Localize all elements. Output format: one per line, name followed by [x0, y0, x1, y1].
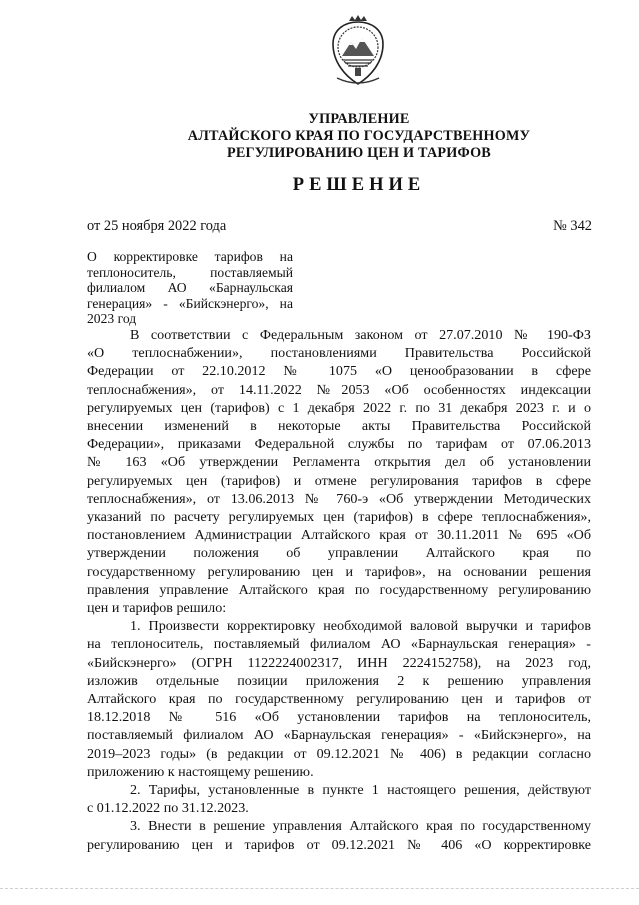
- body-line: Алтайского края по государственному регулированию цен и тарифов от: [87, 691, 591, 708]
- body-line: регулированию цен и тарифов от 09.12.2021 № 406 «О корректировке: [87, 836, 591, 853]
- body-line: теплоснабжения», от 13.06.2013 № 760-э «Об утверждении Методических: [87, 490, 591, 507]
- body-line: государственному регулированию цен и тарифов», на основании решения: [87, 563, 591, 580]
- subject-line: 2023 год: [87, 311, 137, 327]
- body-line: Федерации», приказами Федеральной службы по тарифам от 07.06.2013: [87, 436, 591, 453]
- body-line: 2019–2023 годы» (в редакции от 09.12.2021 № 406) в редакции согласно: [87, 745, 591, 762]
- subject-line: теплоноситель, поставляемый: [87, 264, 293, 280]
- body-line: приложению к настоящему решению.: [87, 763, 314, 780]
- body-line: «О теплоснабжении», постановлениями Правительства Российской: [87, 345, 591, 362]
- body-line: 18.12.2018 № 516 «Об установлении тарифов на теплоноситель,: [87, 709, 591, 726]
- agency-line: АЛТАЙСКОГО КРАЯ ПО ГОСУДАРСТВЕННОМУ: [187, 128, 531, 144]
- decision-number: № 342: [553, 218, 592, 234]
- body-line: № 163 «Об утверждении Регламента открытия дел об установлении: [87, 454, 591, 471]
- paragraph-first-line: 1. Произвести корректировку необходимой валовой выручки и тарифов: [130, 618, 591, 635]
- body-line: утверждении положения об управлении Алтайского края по: [87, 545, 591, 562]
- agency-line: УПРАВЛЕНИЕ: [308, 111, 410, 127]
- document-title: РЕШЕНИЕ: [292, 175, 426, 195]
- decision-date: от 25 ноября 2022 года: [87, 218, 227, 234]
- paragraph-first-line: В соответствии с Федеральным законом от 27.07.2010 № 190-ФЗ: [130, 327, 591, 343]
- paragraph-first-line: 2. Тарифы, установленные в пункте 1 настоящего решения, действуют: [130, 782, 591, 799]
- page-bottom-divider: [0, 888, 639, 889]
- body-line: теплоснабжения», от 14.11.2022 №2053 «Об особенностях индексации: [87, 381, 591, 398]
- agency-line: РЕГУЛИРОВАНИЮ ЦЕН И ТАРИФОВ: [227, 145, 491, 161]
- body-line: поставляемый филиалом АО «Барнаульская генерация» - «Бийскэнерго», на: [87, 727, 591, 744]
- body-line: изложив отдельные позиции приложения 2 к решению управления: [87, 672, 591, 689]
- decision-subject: [87, 249, 293, 327]
- agency-name: [150, 111, 568, 162]
- body-line: внесении изменений в некоторые акты Правительства Российской: [87, 418, 591, 435]
- body-line: указаний по расчету регулируемых цен (тарифов) в сфере теплоснабжения»,: [87, 509, 591, 526]
- subject-line: филиалом АО «Барнаульская: [87, 280, 293, 296]
- decision-body: [87, 326, 591, 854]
- body-line: цен и тарифов решило:: [87, 600, 227, 617]
- body-line: на теплоноситель, поставляемый филиалом АО «Барнаульская генерация» -: [87, 636, 591, 653]
- subject-line: О корректировке тарифов на: [87, 249, 293, 264]
- altai-krai-coat-of-arms-icon: [327, 14, 389, 90]
- body-line: регулируемых цен (тарифов) и отмене регулирования тарифов в сфере: [87, 472, 591, 489]
- body-line: «Бийскэнерго» (ОГРН 1122224002317, ИНН 2224152758), на 2023 год,: [87, 654, 591, 671]
- body-line: правления управление Алтайского края по государственному регулированию: [87, 581, 591, 598]
- body-line: регулируемых цен (тарифов) с 1 декабря 2022 г. по 31 декабря 2023 г. и о: [87, 399, 591, 416]
- body-line: Федерации от 22.10.2012 № 1075 «О ценообразовании в сфере: [87, 363, 591, 380]
- body-line: с 01.12.2022 по 31.12.2023.: [87, 800, 249, 817]
- body-line: постановлением Администрации Алтайского края от 30.11.2011 № 695 «Об: [87, 527, 591, 544]
- paragraph-first-line: 3. Внести в решение управления Алтайского края по государственному: [130, 818, 591, 835]
- subject-line: генерация» - «Бийскэнерго», на: [87, 295, 293, 311]
